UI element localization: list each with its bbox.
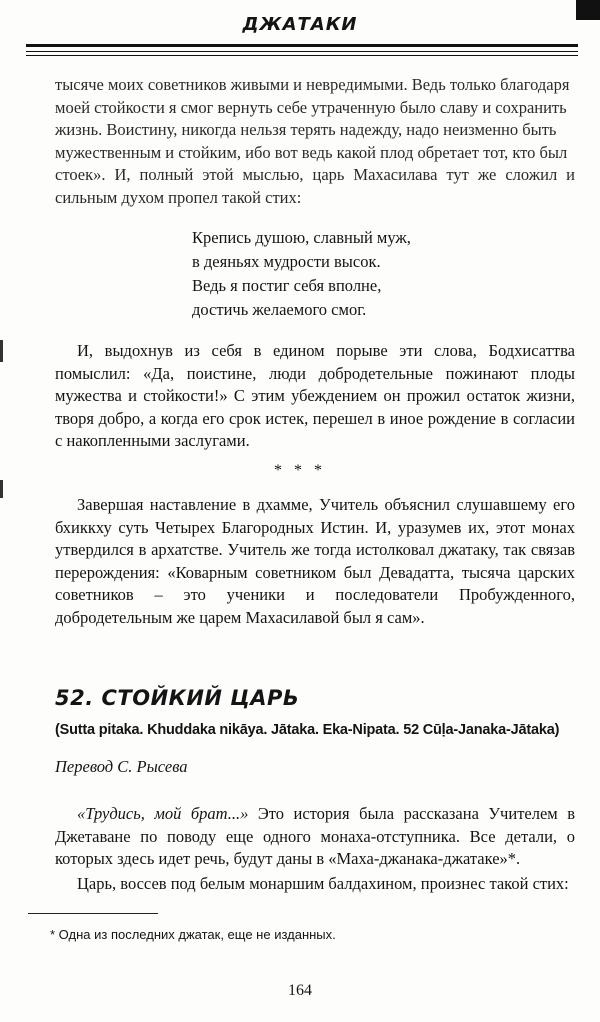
verse-block <box>192 226 411 322</box>
footnote-rule <box>28 913 158 914</box>
text-line: моей стойкости я смог вернуть себе утраченную было славу и сохранить <box>55 97 567 117</box>
paragraph-continued <box>55 74 575 209</box>
page-number: 164 <box>288 982 312 999</box>
verse-line: Крепись душою, славный муж, <box>192 228 411 247</box>
header-rule-thin <box>26 51 578 52</box>
header-rule-thick <box>26 44 578 47</box>
paragraph-text: Это история была рассказана Учителем в Джетаване по поводу еще одного монаха-отступника. Все детали, о которых здесь идет речь, будут даны в «Маха-джанака-джатаке»*. <box>55 804 575 868</box>
section-separator: * * * <box>274 462 326 479</box>
text-line: тысяче моих советников живыми и невредимыми. Ведь только благодаря <box>55 75 570 94</box>
section-source: (Sutta pitaka. Khuddaka nikāya. Jātaka. Eka-Nipata. 52 Cūḷa-Janaka-Jātaka) <box>55 722 560 738</box>
paragraph: И, выдохнув из себя в едином порыве эти слова, Бодхисаттва помыслил: «Да, поистине, люди добродетельные пожинают плоды мужества и стойкости!» С этим убеждением он прожил остаток жизни, творя добро, а когда его срок истек, перешел в иное рождение в согласии с накопленными заслугами. <box>55 341 575 450</box>
verse-line: достичь желаемого смог. <box>192 300 367 319</box>
scan-edge-mark <box>0 480 3 498</box>
section-title: 52. СТОЙКИЙ ЦАРЬ <box>55 686 300 710</box>
footnote: * Одна из последних джатак, еще не изданных. <box>50 927 336 942</box>
header-rule-thin <box>26 55 578 56</box>
verse-line: в деяньях мудрости высок. <box>192 252 381 271</box>
quote-italic: «Трудись, мой брат...» <box>77 804 249 823</box>
scan-edge-mark <box>0 340 3 362</box>
verse-line: Ведь я постиг себя вполне, <box>192 276 382 295</box>
running-header: ДЖАТАКИ <box>242 14 358 35</box>
paragraph: Завершая наставление в дхамме, Учитель объяснил слушавшему его бхиккху суть Четырех Благородных Истин. И, уразумев их, этот монах утвердился в архатстве. Учитель же тогда истолковал джатаку, так связав перерождения: «Коварным советником был Девадатта, тысяча царских советников – это ученики и последователи Пробужденного, добродетельным же царем Махасилавой был я сам». <box>55 495 575 627</box>
text-line: жизнь. Воистину, никогда нельзя терять надежду, надо неизменно быть <box>55 120 557 139</box>
paragraph <box>55 803 575 871</box>
paragraph: Царь, воссев под белым монаршим балдахином, произнес такой стих: <box>77 874 569 893</box>
translator-credit: Перевод С. Рысева <box>55 757 188 776</box>
text-line: стоек». И, полный этой мыслью, царь Махасилава тут же сложил и сильным духом пропел такой стих: <box>55 165 575 207</box>
text-line: мужественным и стойким, ибо вот ведь какой плод обретает тот, кто был <box>55 142 568 162</box>
